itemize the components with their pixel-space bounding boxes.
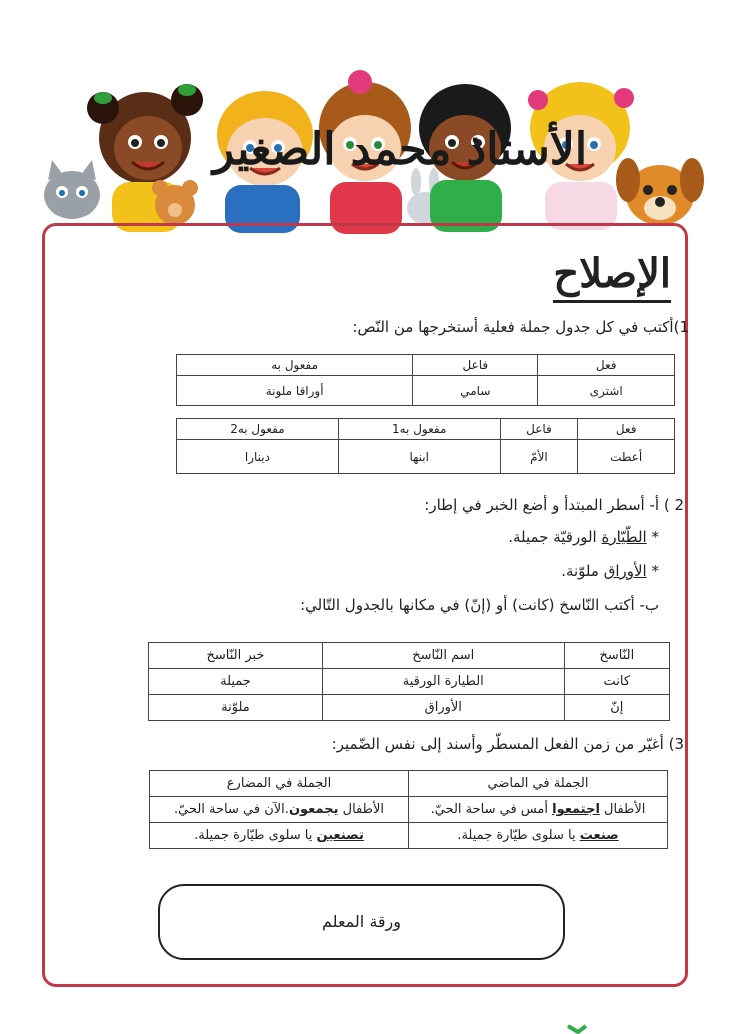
bullet-star: * xyxy=(651,562,659,580)
sentence-rest: الورقيّة جميلة. xyxy=(508,528,597,546)
table-cell xyxy=(150,823,409,849)
cat-illustration xyxy=(44,160,100,219)
table-cell: الأوراق xyxy=(322,695,564,721)
table-header: فعل xyxy=(538,355,675,376)
table-cell: الطيارة الورقية xyxy=(322,669,564,695)
cell-text: يا سلوى طيّارة جميلة. xyxy=(457,828,580,843)
table-header: النّاسخ xyxy=(564,643,669,669)
question-1-table-1 xyxy=(176,354,675,406)
question-1-prompt: 1)أكتب في كل جدول جملة فعلية أستخرجها من النّص: xyxy=(352,318,689,336)
table-cell: إنّ xyxy=(564,695,669,721)
table-header: مفعول به xyxy=(177,355,413,376)
bullet-star: * xyxy=(651,528,659,546)
banner-title: الأستاذ محمد الصغير xyxy=(212,124,588,175)
table-cell xyxy=(150,797,409,823)
cell-text: أمس في ساحة الحيّ. xyxy=(430,802,553,817)
question-2b-prompt: ب- أكتب النّاسخ (كانت) أو (إنّ) في مكانها بالجدول التّالي: xyxy=(300,596,659,614)
cell-text: الأطفال xyxy=(338,802,384,817)
table-header: مفعول به1 xyxy=(338,419,500,440)
underlined-subject: الأوراق xyxy=(603,562,647,580)
cell-text: الأطفال xyxy=(599,802,646,817)
table-cell: اشترى xyxy=(538,376,675,406)
question-2-prompt: 2 ) أ- أسطر المبتدأ و أضع الخبر في إطار: xyxy=(424,496,684,514)
table-header: خبر النّاسخ xyxy=(149,643,323,669)
underlined-verb: اجتمعوا xyxy=(552,802,600,817)
green-corner-mark-icon xyxy=(566,1024,588,1034)
underlined-subject: الطّيّارة xyxy=(601,528,647,546)
sentence-1 xyxy=(508,528,659,546)
table-cell: ابنها xyxy=(338,440,500,474)
table-cell: سامي xyxy=(413,376,538,406)
underlined-verb: صنعت xyxy=(579,828,619,843)
table-header: فعل xyxy=(578,419,675,440)
table-cell: كانت xyxy=(564,669,669,695)
table-cell: أوراقا ملونة xyxy=(177,376,413,406)
question-3-prompt: 3) أغيّر من زمن الفعل المسطّر وأسند إلى نفس الضّمير: xyxy=(331,735,684,753)
table-cell xyxy=(409,823,668,849)
table-header: مفعول به2 xyxy=(177,419,339,440)
table-header: فاعل xyxy=(500,419,578,440)
table-cell: ملوّنة xyxy=(149,695,323,721)
sentence-2 xyxy=(561,562,659,580)
table-cell: دينارا xyxy=(177,440,339,474)
page-title: الإصلاح xyxy=(553,250,671,303)
table-cell: أعطت xyxy=(578,440,675,474)
sentence-rest: ملوّنة. xyxy=(561,562,599,580)
question-1-table-2 xyxy=(176,418,675,474)
answer-verb: يجمعون xyxy=(288,802,339,817)
table-cell: جميلة xyxy=(149,669,323,695)
cell-text: يا سلوى طيّارة جميلة. xyxy=(194,828,317,843)
dog-illustration xyxy=(616,158,704,225)
question-3-table xyxy=(149,770,668,849)
table-header: فاعل xyxy=(413,355,538,376)
teacher-sheet-box: ورقة المعلم xyxy=(158,884,565,960)
cell-text: .الآن في ساحة الحيّ. xyxy=(173,802,289,817)
question-2-table xyxy=(148,642,670,721)
table-header: الجملة في المضارع xyxy=(150,771,409,797)
table-cell xyxy=(409,797,668,823)
table-header: الجملة في الماضي xyxy=(409,771,668,797)
table-header: اسم النّاسخ xyxy=(322,643,564,669)
answer-verb: تصنعين xyxy=(316,828,364,843)
table-cell: الأمّ xyxy=(500,440,578,474)
